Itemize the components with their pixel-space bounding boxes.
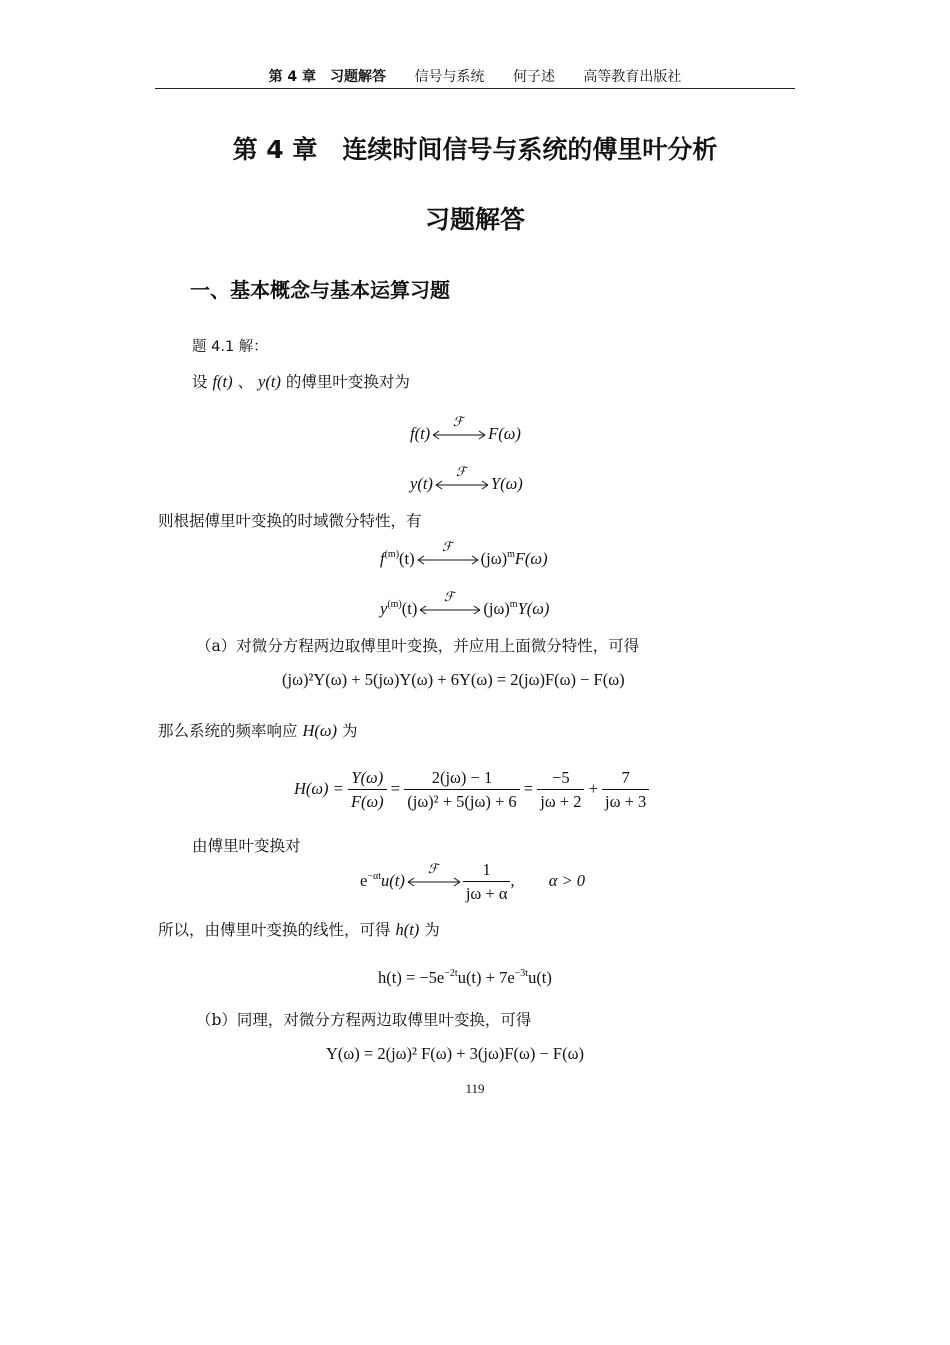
- fourier-arrow-icon: [406, 861, 462, 889]
- H-equation: [294, 768, 649, 812]
- power-m: m: [509, 599, 518, 610]
- freq-resp-text-b: 为: [341, 722, 358, 740]
- exp-base: e: [360, 870, 368, 890]
- fourier-arrow-icon: [416, 539, 480, 567]
- diff-pair-y: [380, 589, 550, 619]
- pair-frac-den: jω + α: [465, 884, 508, 903]
- plus-sign: +: [588, 778, 598, 798]
- symbol-ft: f(t): [212, 372, 233, 391]
- H-frac-3-den: jω + 2: [540, 792, 582, 811]
- power-m: m: [507, 549, 515, 560]
- header-book: 信号与系统: [414, 69, 485, 85]
- header-rule: [155, 88, 795, 89]
- linear-text-b: 为: [424, 921, 440, 939]
- fourier-symbol: ℱ: [444, 589, 455, 605]
- H-frac-2: [404, 768, 519, 812]
- pair-comma: ,: [510, 870, 515, 890]
- symbol-yt: y(t): [258, 372, 281, 391]
- equation-b: Y(ω) = 2(jω)² F(ω) + 3(jω)F(ω) − F(ω): [326, 1044, 584, 1063]
- pair-y-lhs: y(t): [410, 474, 433, 493]
- header-author: 何子述: [512, 69, 555, 85]
- H-frac-4-num: 7: [602, 768, 649, 790]
- step-function: u(t): [381, 870, 405, 890]
- chapter-title: 第 4 章 连续时间信号与系统的傅里叶分析: [232, 135, 718, 164]
- H-frac-4-den: jω + 3: [605, 792, 647, 811]
- exp-power: −αt: [367, 870, 381, 882]
- equals-sign: =: [390, 778, 401, 798]
- pair-condition: α > 0: [548, 870, 586, 890]
- diff-y-rhs: Y(ω): [517, 599, 550, 618]
- pair-frac: [463, 860, 511, 904]
- jw-term: (jω): [483, 599, 510, 618]
- chapter-subtitle: 习题解答: [424, 205, 525, 234]
- H-frac-3-num: −5: [537, 768, 584, 790]
- diff-pair-f: [380, 539, 548, 569]
- h-eq-part2: u(t) + 7e: [457, 968, 515, 987]
- running-header: [0, 66, 950, 86]
- H-frac-1-num: Y(ω): [348, 768, 387, 790]
- part-b-text: （b）同理，对微分方程两边取傅里叶变换，可得: [196, 1011, 532, 1029]
- symbol-Hw: H(ω): [302, 721, 338, 740]
- equation-a: (jω)²Y(ω) + 5(jω)Y(ω) + 6Y(ω) = 2(jω)F(ω) − F(ω): [282, 670, 625, 689]
- fourier-arrow-icon: [418, 589, 482, 617]
- exp-transform-pair: [360, 860, 585, 904]
- header-publisher: 高等教育出版社: [583, 69, 682, 85]
- intro-text-a: 设: [192, 373, 208, 391]
- h-exp2: −3t: [514, 968, 529, 979]
- H-frac-1-den: F(ω): [350, 792, 384, 811]
- h-exp1: −2t: [444, 968, 458, 979]
- h-equation: [378, 968, 552, 988]
- fourier-arrow-icon: [431, 414, 487, 442]
- symbol-ht: h(t): [395, 920, 420, 939]
- H-frac-3: [537, 768, 584, 812]
- section-heading: 一、基本概念与基本运算习题: [190, 278, 450, 302]
- H-frac-2-den: (jω)² + 5(jω) + 6: [407, 792, 517, 811]
- problem-label: 题 4.1 解：: [192, 339, 268, 355]
- intro-text-b: 的傅里叶变换对为: [285, 373, 410, 391]
- diff-f-rhs: F(ω): [514, 549, 548, 568]
- fourier-symbol: ℱ: [441, 539, 452, 555]
- pair-intro-text: 由傅里叶变换对: [192, 837, 301, 855]
- equals-sign: =: [523, 778, 534, 798]
- diff-arg: (t): [399, 549, 415, 568]
- linear-line: [158, 918, 440, 940]
- jw-term: (jω): [480, 549, 508, 568]
- transform-pair-y: [410, 464, 523, 494]
- H-frac-1: [348, 768, 387, 812]
- intro-sep: 、: [237, 373, 254, 391]
- part-a-text: （a）对微分方程两边取傅里叶变换，并应用上面微分特性，可得: [196, 637, 640, 655]
- H-frac-2-num: 2(jω) − 1: [404, 768, 519, 790]
- pair-frac-num: 1: [463, 860, 511, 882]
- pair-f-lhs: f(t): [410, 424, 431, 443]
- fourier-symbol: ℱ: [453, 414, 464, 430]
- diff-f-symbol: f: [380, 549, 385, 568]
- intro-line: [192, 370, 410, 392]
- diff-arg: (t): [401, 599, 418, 618]
- pair-f-rhs: F(ω): [488, 424, 521, 443]
- h-eq-part1: h(t) = −5e: [378, 968, 445, 987]
- H-lhs: H(ω) =: [294, 778, 344, 798]
- diff-order-sup: (m): [387, 599, 402, 610]
- diff-order-sup: (m): [384, 549, 400, 560]
- fourier-symbol: ℱ: [427, 861, 439, 876]
- header-chapter: 第 4 章 习题解答: [268, 69, 387, 85]
- time-diff-text: 则根据傅里叶变换的时域微分特性，有: [158, 512, 422, 530]
- H-frac-4: [602, 768, 649, 812]
- fourier-symbol: ℱ: [455, 464, 467, 480]
- pair-y-rhs: Y(ω): [490, 474, 523, 493]
- linear-text-a: 所以，由傅里叶变换的线性，可得: [158, 921, 391, 939]
- freq-resp-text-a: 那么系统的频率响应: [158, 722, 298, 740]
- fourier-arrow-icon: [434, 464, 490, 492]
- freq-resp-line: [158, 719, 357, 741]
- diff-y-symbol: y: [380, 599, 388, 618]
- page-number: 119: [465, 1081, 485, 1096]
- h-eq-part3: u(t): [528, 968, 552, 987]
- transform-pair-f: [410, 414, 521, 444]
